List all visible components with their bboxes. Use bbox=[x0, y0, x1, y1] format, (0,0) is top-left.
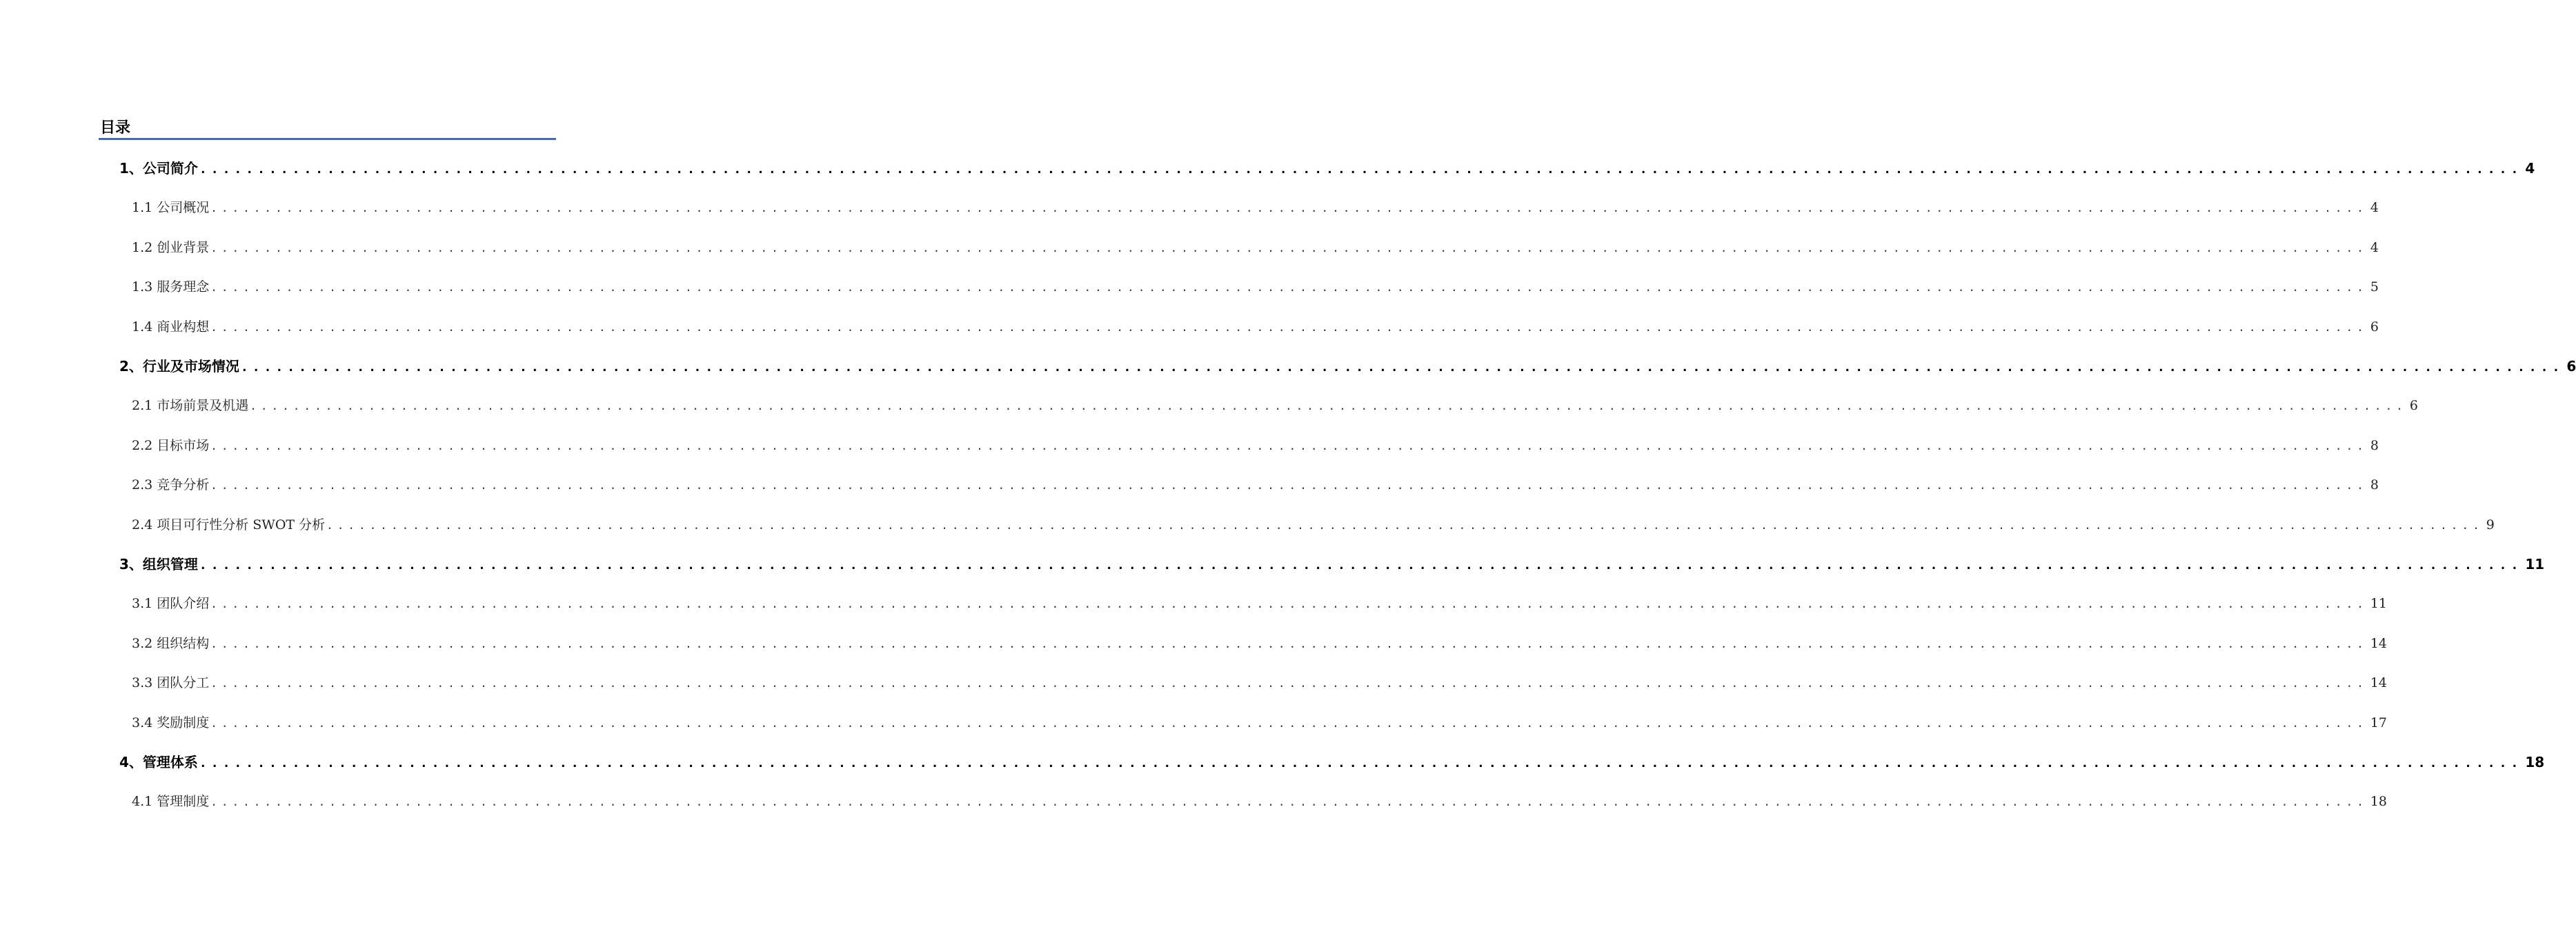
toc-subsection-entry[interactable] bbox=[132, 791, 2388, 812]
toc-page-number: 4 bbox=[2525, 160, 2535, 177]
toc-section-entry[interactable] bbox=[119, 158, 2535, 179]
toc-section-entry[interactable] bbox=[119, 752, 2545, 772]
toc-page-number: 8 bbox=[2370, 477, 2379, 492]
toc-section-entry[interactable] bbox=[119, 356, 2576, 377]
toc-subsection-entry[interactable] bbox=[132, 435, 2379, 456]
toc-entry-label: 2.1 市场前景及机遇 bbox=[132, 398, 249, 413]
toc-subsection-entry[interactable] bbox=[132, 475, 2379, 495]
toc-page-number: 6 bbox=[2370, 319, 2379, 335]
toc-section-entry[interactable] bbox=[119, 554, 2545, 575]
toc-subsection-entry[interactable] bbox=[132, 317, 2379, 337]
toc-dot-leader: ........................................................................................................................................................................................................ bbox=[210, 637, 2368, 650]
toc-entry-label: 2.2 目标市场 bbox=[132, 438, 210, 453]
toc-page-number: 11 bbox=[2525, 556, 2545, 572]
toc-entry-label: 1.4 商业构想 bbox=[132, 319, 210, 335]
toc-dot-leader: ........................................................................................................................................................................................................ bbox=[210, 597, 2368, 610]
toc-dot-leader: ........................................................................................................................................................................................................ bbox=[210, 241, 2368, 255]
toc-dot-leader: ........................................................................................................................................................................................................ bbox=[199, 558, 2523, 572]
toc-dot-leader: ........................................................................................................................................................................................................ bbox=[210, 479, 2368, 492]
toc-page-number: 6 bbox=[2409, 398, 2418, 413]
toc-subsection-entry[interactable] bbox=[132, 712, 2388, 733]
toc-dot-leader: ........................................................................................................................................................................................................ bbox=[210, 717, 2368, 730]
toc-entry-label: 3、组织管理 bbox=[119, 556, 198, 572]
toc-subsection-entry[interactable] bbox=[132, 593, 2388, 614]
toc-entry-label: 2.4 项目可行性分析 SWOT 分析 bbox=[132, 517, 326, 532]
toc-dot-leader: ........................................................................................................................................................................................................ bbox=[199, 756, 2523, 770]
toc-page-number: 5 bbox=[2370, 279, 2379, 295]
toc-dot-leader: ........................................................................................................................................................................................................ bbox=[240, 360, 2564, 375]
toc-page-number: 9 bbox=[2486, 517, 2495, 532]
toc-page-number: 18 bbox=[2370, 794, 2388, 809]
toc-entry-label: 2.3 竞争分析 bbox=[132, 477, 210, 492]
toc-page-number: 11 bbox=[2370, 596, 2388, 611]
toc-entry-label: 1.3 服务理念 bbox=[132, 279, 210, 295]
toc-dot-leader: ........................................................................................................................................................................................................ bbox=[210, 677, 2368, 690]
toc-subsection-entry[interactable] bbox=[132, 197, 2379, 218]
toc-page-number: 4 bbox=[2370, 240, 2379, 255]
toc-subsection-entry[interactable] bbox=[132, 672, 2388, 693]
toc-page-number: 4 bbox=[2370, 200, 2379, 215]
toc-subsection-entry[interactable] bbox=[132, 395, 2418, 416]
toc-subsection-entry[interactable] bbox=[132, 237, 2379, 258]
toc-subsection-entry[interactable] bbox=[132, 277, 2379, 297]
toc-title: 目录 bbox=[100, 119, 131, 137]
toc-entry-label: 2、行业及市场情况 bbox=[119, 358, 239, 375]
toc-entry-label: 3.4 奖励制度 bbox=[132, 715, 210, 730]
toc-page-number: 17 bbox=[2370, 715, 2388, 730]
toc-entry-label: 1.1 公司概况 bbox=[132, 200, 210, 215]
toc-entry-label: 3.3 团队分工 bbox=[132, 675, 210, 690]
toc-dot-leader: ........................................................................................................................................................................................................ bbox=[250, 399, 2407, 412]
toc-entry-label: 4.1 管理制度 bbox=[132, 794, 210, 809]
toc-entry-label: 4、管理体系 bbox=[119, 754, 198, 770]
toc-dot-leader: ........................................................................................................................................................................................................ bbox=[210, 439, 2368, 452]
toc-dot-leader: ........................................................................................................................................................................................................ bbox=[210, 201, 2368, 215]
toc-subsection-entry[interactable] bbox=[132, 515, 2495, 535]
toc-entry-label: 1、公司简介 bbox=[119, 160, 198, 177]
toc-entry-label: 3.1 团队介绍 bbox=[132, 596, 210, 611]
toc-page-number: 14 bbox=[2370, 636, 2388, 651]
toc-page-number: 18 bbox=[2525, 754, 2545, 770]
toc-page-number: 14 bbox=[2370, 675, 2388, 690]
toc-dot-leader: ........................................................................................................................................................................................................ bbox=[199, 162, 2523, 177]
toc-subsection-entry[interactable] bbox=[132, 633, 2388, 654]
toc-dot-leader: ........................................................................................................................................................................................................ bbox=[210, 795, 2368, 808]
toc-dot-leader: ........................................................................................................................................................................................................ bbox=[210, 321, 2368, 334]
toc-dot-leader: ........................................................................................................................................................................................................ bbox=[210, 281, 2368, 294]
toc-title-rule bbox=[99, 138, 556, 140]
toc-page-number: 8 bbox=[2370, 438, 2379, 453]
toc-entry-label: 3.2 组织结构 bbox=[132, 636, 210, 651]
toc-dot-leader: ........................................................................................................................................................................................................ bbox=[326, 519, 2484, 532]
toc-page-number: 6 bbox=[2566, 358, 2576, 375]
toc-entry-label: 1.2 创业背景 bbox=[132, 240, 210, 255]
